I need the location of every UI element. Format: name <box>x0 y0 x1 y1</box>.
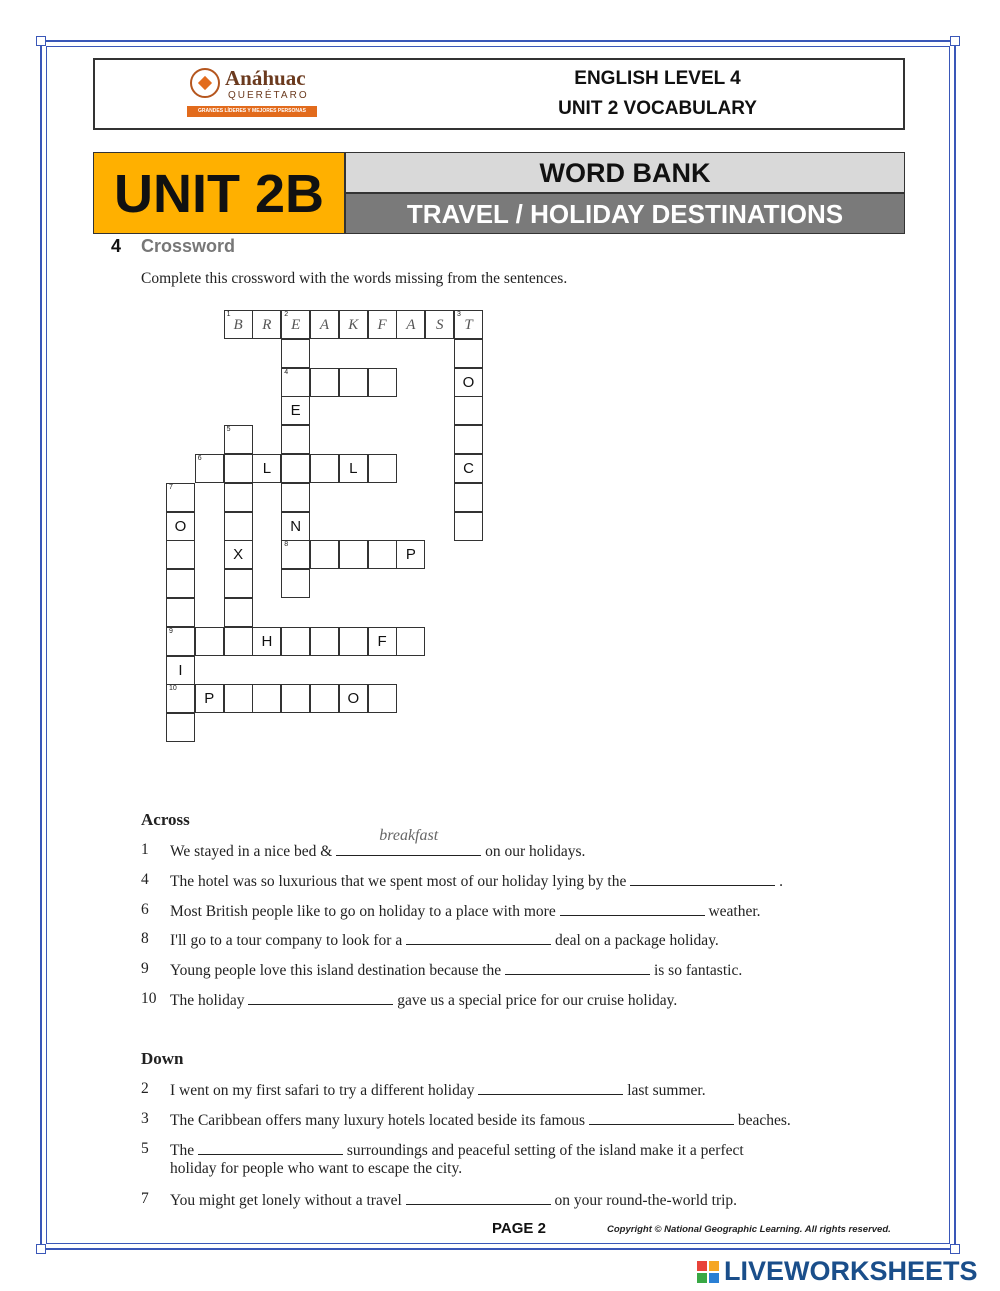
clue-text-after: weather. <box>704 902 761 920</box>
answer-blank[interactable] <box>198 1140 343 1155</box>
clue-text-after: deal on a package holiday. <box>551 932 719 950</box>
crossword-cell[interactable] <box>454 425 483 454</box>
clue-text-before: We stayed in a nice bed & <box>170 843 337 860</box>
clue-number: 3 <box>457 311 461 318</box>
clue-text-before: Young people love this island destination because the <box>170 962 506 980</box>
university-seal-icon <box>190 68 220 98</box>
crossword-cell[interactable] <box>396 540 425 569</box>
crossword-cell[interactable] <box>368 454 397 483</box>
crossword-cell[interactable] <box>166 598 195 627</box>
crossword-cell[interactable] <box>368 368 397 397</box>
corner-ornament <box>950 36 960 46</box>
crossword-cell[interactable] <box>166 627 195 656</box>
crossword-cell[interactable] <box>310 454 339 483</box>
topic-heading: TRAVEL / HOLIDAY DESTINATIONS <box>345 193 905 234</box>
crossword-cell[interactable] <box>454 512 483 541</box>
page-number: PAGE 2 <box>492 1220 546 1237</box>
answer-blank[interactable] <box>630 871 775 886</box>
crossword-cell[interactable] <box>281 627 310 656</box>
crossword-cell[interactable] <box>224 425 253 454</box>
cell-letter: O <box>462 373 475 391</box>
clue-text <box>170 871 783 891</box>
word-bank-heading: WORD BANK <box>345 152 905 193</box>
clue-text <box>170 1110 791 1130</box>
clue-number: 9 <box>141 960 149 978</box>
crossword-cell[interactable] <box>224 512 253 541</box>
crossword-cell[interactable] <box>339 454 368 483</box>
crossword-cell[interactable] <box>368 627 397 656</box>
unit-label: UNIT 2B <box>93 152 345 234</box>
crossword-cell[interactable] <box>166 684 195 713</box>
crossword-cell[interactable] <box>224 454 253 483</box>
clue-text-before: I'll go to a tour company to look for a <box>170 932 407 950</box>
crossword-cell[interactable] <box>425 310 454 339</box>
cell-letter: C <box>463 460 474 477</box>
crossword-cell[interactable] <box>224 684 253 713</box>
answer-text: breakfast <box>379 827 439 844</box>
corner-ornament <box>36 1244 46 1254</box>
liveworksheets-brand: LIVEWORKSHEETS <box>724 1256 978 1286</box>
crossword-cell[interactable] <box>281 684 310 713</box>
clue-text-before: Most British people like to go on holiday to a place with more <box>170 902 560 920</box>
corner-ornament <box>36 36 46 46</box>
crossword-cell[interactable] <box>368 540 397 569</box>
crossword-cell[interactable] <box>166 713 195 742</box>
crossword-cell[interactable] <box>339 310 368 339</box>
cell-letter: E <box>291 317 301 333</box>
instruction-text: Complete this crossword with the words missing from the sentences. <box>141 270 568 287</box>
crossword-cell[interactable] <box>166 540 195 569</box>
clue-text <box>170 930 719 950</box>
clue-number: 9 <box>169 627 173 635</box>
answer-blank[interactable] <box>248 990 393 1005</box>
copyright-notice: Copyright © National Geographic Learning. All rights reserved. <box>607 1224 891 1235</box>
crossword-cell[interactable] <box>252 627 281 656</box>
cell-letter: P <box>405 546 416 564</box>
cell-letter: O <box>174 517 187 535</box>
crossword-cell[interactable] <box>454 454 483 483</box>
course-level: ENGLISH LEVEL 4 <box>574 68 741 89</box>
crossword-cell[interactable] <box>166 569 195 598</box>
answer-blank[interactable] <box>589 1110 734 1125</box>
section-title: Crossword <box>141 236 236 256</box>
cell-letter: T <box>464 317 473 333</box>
crossword-cell[interactable] <box>368 310 397 339</box>
crossword-cell[interactable] <box>396 310 425 339</box>
clue-number: 2 <box>141 1080 149 1097</box>
clue-text-before: I went on my first safari to try a different holiday <box>170 1082 479 1099</box>
crossword-cell[interactable] <box>166 656 195 685</box>
crossword-cell[interactable] <box>252 310 281 339</box>
cell-letter: A <box>406 317 416 333</box>
cell-letter: E <box>290 402 301 420</box>
clue-number: 2 <box>284 311 289 318</box>
clue-text-after: on our holidays. <box>481 843 586 860</box>
down-heading: Down <box>141 1049 184 1068</box>
cell-letter: H <box>261 632 273 650</box>
crossword-cell[interactable] <box>281 512 310 541</box>
crossword-cell[interactable] <box>396 627 425 656</box>
cell-letter: R <box>262 317 272 333</box>
clue-text-before: The holiday <box>170 992 249 1009</box>
crossword-cell[interactable] <box>224 310 253 339</box>
crossword-cell[interactable] <box>339 627 368 656</box>
clue-text-before: The Caribbean offers many luxury hotels located beside its famous <box>170 1112 589 1129</box>
crossword-cell[interactable] <box>310 627 339 656</box>
clue-text-after: gave us a special price for our cruise holiday. <box>393 992 678 1009</box>
crossword-cell[interactable] <box>252 684 281 713</box>
clue-text <box>170 990 677 1010</box>
clue-text-after: . <box>775 872 783 890</box>
logo-subtitle: QUERÉTARO <box>228 90 309 101</box>
crossword-cell[interactable] <box>224 540 253 569</box>
crossword-cell[interactable] <box>310 540 339 569</box>
crossword-cell[interactable] <box>166 512 195 541</box>
cell-letter: K <box>348 317 359 333</box>
section-number: 4 <box>111 236 122 256</box>
answer-blank[interactable] <box>406 930 551 945</box>
crossword-cell[interactable] <box>454 339 483 368</box>
liveworksheets-logo-icon <box>697 1261 719 1283</box>
crossword-cell[interactable] <box>281 368 310 397</box>
clue-text <box>170 1080 706 1100</box>
crossword-cell[interactable] <box>195 627 224 656</box>
answer-blank[interactable] <box>336 827 481 856</box>
crossword-cell[interactable] <box>224 483 253 512</box>
clue-text-after: surroundings and peaceful setting of the island make it a perfect <box>342 1142 744 1159</box>
clue-number: 4 <box>141 870 149 888</box>
cell-letter: N <box>290 517 302 535</box>
crossword-cell[interactable] <box>454 483 483 512</box>
clue-text-after: last summer. <box>623 1082 706 1099</box>
cell-letter: A <box>319 317 330 333</box>
crossword-cell[interactable] <box>339 540 368 569</box>
cell-letter: F <box>377 317 387 333</box>
crossword-cell[interactable] <box>310 684 339 713</box>
clue-number: 8 <box>141 930 149 948</box>
crossword-cell[interactable] <box>281 425 310 454</box>
corner-ornament <box>950 1244 960 1254</box>
across-heading: Across <box>141 810 190 829</box>
logo-name: Anáhuac <box>225 66 306 90</box>
crossword-cell[interactable] <box>281 396 310 425</box>
cell-letter: X <box>233 546 244 564</box>
answer-blank[interactable] <box>505 960 650 975</box>
answer-blank[interactable] <box>406 1190 551 1205</box>
cell-letter: O <box>347 690 360 708</box>
clue-number: 1 <box>226 311 231 318</box>
crossword-cell[interactable] <box>252 454 281 483</box>
crossword-cell[interactable] <box>224 598 253 627</box>
clue-number: 10 <box>141 990 157 1007</box>
crossword-cell[interactable] <box>454 368 483 397</box>
clue-number: 10 <box>169 685 177 693</box>
clue-number: 4 <box>284 368 289 376</box>
crossword-cell[interactable] <box>454 310 483 339</box>
cell-letter: L <box>262 460 272 477</box>
clue-number: 3 <box>141 1110 149 1127</box>
clue-number: 5 <box>141 1140 149 1157</box>
clue-number: 7 <box>169 483 173 491</box>
clue-text-before: You might get lonely without a travel <box>170 1192 406 1209</box>
answer-blank[interactable] <box>560 901 705 916</box>
clue-number: 7 <box>141 1190 149 1207</box>
crossword-cell[interactable] <box>281 339 310 368</box>
clue-text <box>170 1190 737 1210</box>
crossword-cell[interactable] <box>310 310 339 339</box>
crossword-cell[interactable] <box>281 569 310 598</box>
clue-number: 1 <box>141 841 149 858</box>
crossword-cell[interactable] <box>195 454 224 483</box>
clue-text-before: The <box>170 1142 198 1159</box>
crossword-cell[interactable] <box>310 368 339 397</box>
clue-number: 8 <box>284 541 289 549</box>
crossword-cell[interactable] <box>195 684 224 713</box>
crossword-cell[interactable] <box>454 396 483 425</box>
crossword-cell[interactable] <box>224 627 253 656</box>
crossword-cell[interactable] <box>281 483 310 512</box>
crossword-cell[interactable] <box>224 569 253 598</box>
clue-text <box>170 960 742 980</box>
cell-letter: B <box>233 317 243 333</box>
cell-letter: L <box>349 460 358 477</box>
clue-text <box>170 901 761 921</box>
clue-text-after: is so fantastic. <box>650 962 743 980</box>
clue-number: 6 <box>141 900 149 918</box>
cell-letter: I <box>178 661 183 679</box>
clue-number: 6 <box>197 455 202 462</box>
crossword-cell[interactable] <box>339 684 368 713</box>
cell-letter: S <box>435 317 444 333</box>
clue-text <box>170 827 586 861</box>
unit-vocabulary: UNIT 2 VOCABULARY <box>558 98 757 119</box>
clue-text <box>170 1140 744 1160</box>
clue-text-after: beaches. <box>733 1112 791 1129</box>
answer-blank[interactable] <box>478 1080 623 1095</box>
crossword-cell[interactable] <box>281 454 310 483</box>
crossword-cell[interactable] <box>368 684 397 713</box>
clue-text-after: on your round-the-world trip. <box>550 1192 738 1209</box>
logo-tagline: GRANDES LÍDERES Y MEJORES PERSONAS <box>187 106 317 117</box>
clue-text-before: The hotel was so luxurious that we spent most of our holiday lying by the <box>170 872 631 890</box>
crossword-cell[interactable] <box>281 540 310 569</box>
cell-letter: P <box>204 690 215 708</box>
crossword-cell[interactable] <box>166 483 195 512</box>
cell-letter: F <box>377 632 387 650</box>
crossword-cell[interactable] <box>339 368 368 397</box>
clue-text-continued: holiday for people who want to escape the city. <box>170 1160 463 1177</box>
clue-number: 5 <box>226 426 231 434</box>
crossword-cell[interactable] <box>281 310 310 339</box>
